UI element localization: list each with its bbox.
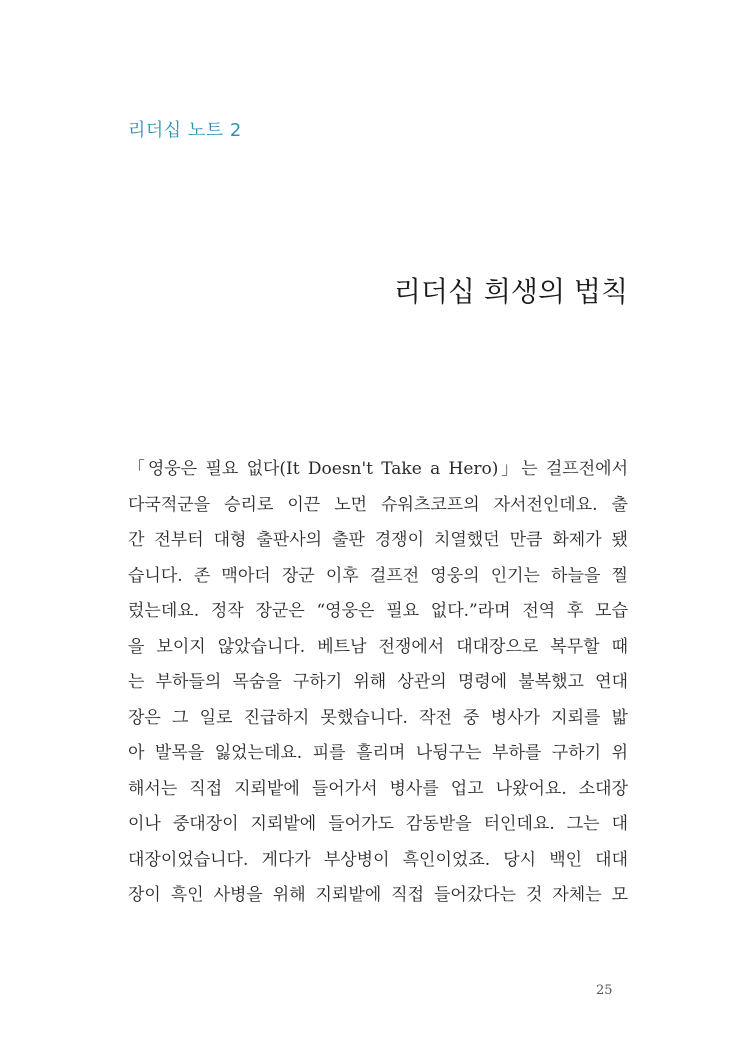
body-line: 「영웅은 필요 없다(It Doesn't Take a Hero)」는 걸프전에서 xyxy=(128,459,628,479)
body-line: 이나 중대장이 지뢰밭에 들어가도 감동받을 터인데요. 그는 대 xyxy=(128,814,628,834)
body-line: 을 보이지 않았습니다. 베트남 전쟁에서 대대장으로 복무할 때 xyxy=(128,636,628,657)
body-line: 아 발목을 잃었는데요. 피를 흘리며 나뒹구는 부하를 구하기 위 xyxy=(128,743,628,763)
body-line: 는 부하들의 목숨을 구하기 위해 상관의 명령에 불복했고 연대 xyxy=(128,672,628,692)
body-line: 해서는 직접 지뢰밭에 들어가서 병사를 업고 나왔어요. 소대장 xyxy=(128,778,628,799)
body-line: 간 전부터 대형 출판사의 출판 경쟁이 치열했던 만큼 화제가 됐 xyxy=(128,530,628,550)
body-line: 장은 그 일로 진급하지 못했습니다. 작전 중 병사가 지뢰를 밟 xyxy=(128,707,628,728)
body-line: 습니다. 존 맥아더 장군 이후 걸프전 영웅의 인기는 하늘을 찔 xyxy=(128,565,628,586)
page-number: 25 xyxy=(596,983,613,998)
body-text xyxy=(128,452,628,914)
body-line: 다국적군을 승리로 이끈 노먼 슈워츠코프의 자서전인데요. 출 xyxy=(128,494,628,515)
body-line: 장이 흑인 사병을 위해 지뢰밭에 직접 들어갔다는 것 자체는 모 xyxy=(128,885,628,905)
section-label: 리더십 노트 2 xyxy=(128,120,242,141)
body-line: 대장이었습니다. 게다가 부상병이 흑인이었죠. 당시 백인 대대 xyxy=(128,849,628,870)
body-line: 렀는데요. 정작 장군은 “영웅은 필요 없다.”라며 전역 후 모습 xyxy=(128,601,628,621)
chapter-title: 리더십 희생의 법칙 xyxy=(393,275,628,308)
